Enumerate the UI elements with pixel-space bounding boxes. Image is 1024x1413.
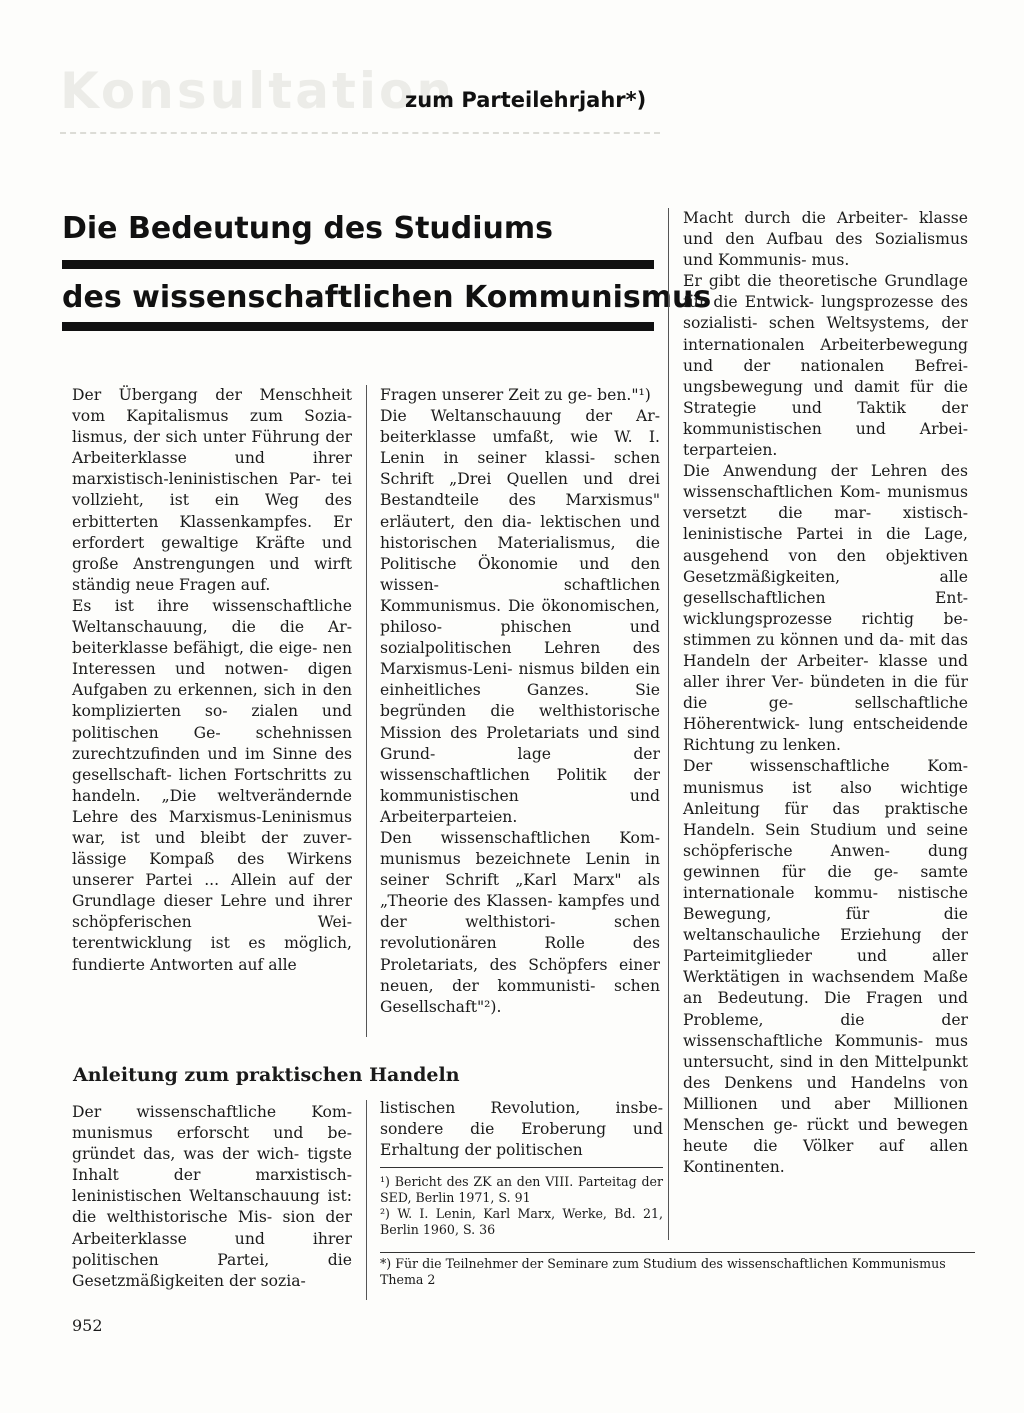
footnote-divider [380, 1167, 663, 1168]
section-subheading: Anleitung zum praktischen Handeln [73, 1064, 460, 1086]
footnote-1: ¹) Bericht des ZK an den VIII. Parteitag der SED, Berlin 1971, S. 91 [380, 1174, 663, 1205]
article-column-3 [683, 208, 968, 1178]
paragraph: Der Übergang der Menschheit vom Kapitalismus zum Sozia- lismus, der sich unter Führung der Arbeiterklasse und ihrer marxistisch-leninistischen Par- tei vollzieht, ist ein Weg des erbitterten Klassenkampfes. Er erfordert gewaltige Kräfte und große Anstrengungen und wirft ständig neue Fragen auf. [72, 386, 352, 594]
column-divider [366, 385, 367, 1037]
paragraph: Die Weltanschauung der Ar- beiterklasse umfaßt, wie W. I. Lenin in seiner klassi- schen Schrift „Drei Quellen und drei Bestandteile des Marxismus" erläutert, den dia- lektischen und historischen Materialismus, die Politische Ökonomie und den wissen- schaftlichen Kommunismus. Die ökonomischen, philoso- phischen und sozialpolitischen Lehren des Marxismus-Leni- nismus bilden ein einheitliches Ganzes. Sie begründen die welthistorische Mission des Proletariats und sind Grund- lage der wissenschaftlichen Politik der kommunistischen und Arbeiterparteien. [380, 407, 660, 826]
paragraph: listischen Revolution, insbe- sondere die Eroberung und Erhaltung der politischen [380, 1099, 663, 1160]
headline-rule-1 [62, 260, 654, 269]
article-column-2-lower [380, 1098, 663, 1161]
column-divider [366, 1100, 367, 1300]
article-column-1 [72, 385, 352, 976]
paragraph: Die Anwendung der Lehren des wissenschaftlichen Kom- munismus versetzt die mar- xistisch-leninistische Partei in die Lage, ausgehend von den objektiven Gesetzmäßigkeiten, alle gesellschaftlichen Ent- wicklungsprozesse richtig be- stimmen zu können und da- mit das Handeln der Arbeiter- klasse und aller ihrer Ver- bündeten in die für die ge- sellschaftliche Höherentwick- lung entscheidende Richtung zu lenken. [683, 462, 968, 755]
footnote-star: *) Für die Teilnehmer der Seminare zum Studium des wissenschaftlichen Kommunismus Thema 2 [380, 1256, 946, 1287]
paragraph: Der wissenschaftliche Kom- munismus ist also wichtige Anleitung für das praktische Handeln. Sein Studium und seine schöpferische Anwen- dung gewinnen für die ge- samte internationale kommu- nistische Bewegung, für die weltanschauliche Erziehung der Parteimitglieder und aller Werktätigen in wachsendem Maße an Bedeutung. Die Fragen und Probleme, die der wissenschaftliche Kommunis- mus untersucht, sind in den Mittelpunkt des Denkens und Handelns von Millionen und aber Millionen Menschen ge- rückt und bewegen heute die Völker auf allen Kontinenten. [683, 757, 968, 1177]
kicker-background-title: Konsultation [60, 62, 455, 120]
footnotes [380, 1174, 663, 1238]
paragraph: Den wissenschaftlichen Kom- munismus bezeichnete Lenin in seiner Schrift „Karl Marx" als „Theorie des Klassen- kampfes und der welthistori- schen revolutionären Rolle des Proletariats, des Schöpfers einer neuen, der kommunisti- schen Gesellschaft"²). [380, 828, 660, 1016]
footnote-2: ²) W. I. Lenin, Karl Marx, Werke, Bd. 21, Berlin 1960, S. 36 [380, 1206, 663, 1237]
headline-line-2: des wissenschaftlichen Kommunismus [62, 280, 712, 315]
headline-line-1: Die Bedeutung des Studiums [62, 211, 554, 246]
paragraph: Er gibt die theoretische Grundlage für die Entwick- lungsprozesse des sozialisti- schen Weltsystems, der internationalen Arbeiterbewegung und der nationalen Befrei- ungsbewegung und damit für die Strategie und Taktik der kommunistischen und Arbei- terparteien. [683, 272, 968, 460]
headline-rule-2 [62, 322, 654, 331]
article-column-2 [380, 385, 660, 1018]
kicker-subtitle: zum Parteilehrjahr*) [405, 88, 647, 112]
page-number: 952 [72, 1316, 103, 1335]
article-column-1-lower [72, 1102, 352, 1292]
paragraph: Es ist ihre wissenschaftliche Weltanschauung, die die Ar- beiterklasse befähigt, die eige- nen Interessen und notwen- digen Aufgaben zu erkennen, sich in den komplizierten so- zialen und politischen Ge- schehnissen zurechtzufinden und im Sinne des gesellschaft- lichen Fortschritts zu handeln. „Die weltverändernde Lehre des Marxismus-Leninismus war, ist und bleibt der zuver- lässige Kompaß des Wirkens unserer Partei ... Allein auf der Grundlage dieser Lehre und ihrer schöpferischen Wei- terentwicklung ist es möglich, fundierte Antworten auf alle [72, 596, 352, 974]
kicker-divider [60, 132, 660, 134]
paragraph: Der wissenschaftliche Kom- munismus erforscht und be- gründet das, was der wich- tigste Inhalt der marxistisch- leninistischen Weltanschauung ist: die welthistorische Mis- sion der Arbeiterklasse und ihrer politischen Partei, die Gesetzmäßigkeiten der sozia- [72, 1103, 352, 1290]
paragraph: Fragen unserer Zeit zu ge- ben."¹) [380, 386, 651, 404]
footnote-divider [380, 1252, 975, 1253]
paragraph: Macht durch die Arbeiter- klasse und den Aufbau des Sozialismus und Kommunis- mus. [683, 209, 968, 270]
column-divider [668, 208, 669, 1240]
